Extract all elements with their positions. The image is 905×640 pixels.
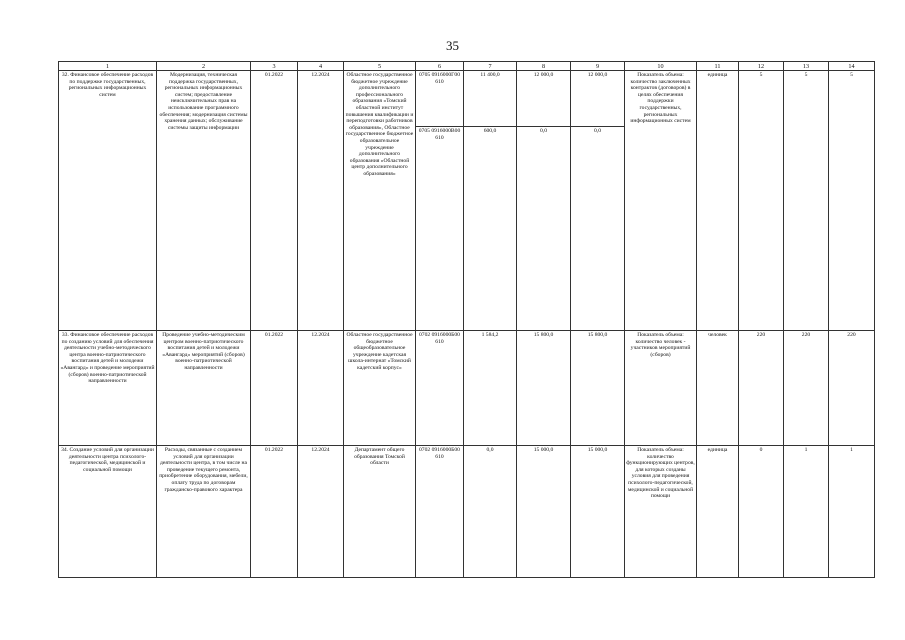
header-cell: 2	[157, 62, 251, 71]
header-cell: 3	[251, 62, 298, 71]
measure-content: Модернизация, техническая поддержка государственных, региональных информационных систем; предоставление неисключительных прав на использование программного обеспечения; модернизация системы хранения данных; обслуживание системы защиты информации	[157, 71, 251, 331]
indicator: Показатель объема: количество заключенных контрактов (договоров) в целях обеспечения поддержки государственных, региональных информационных систем	[625, 71, 697, 331]
unit: единица	[697, 71, 739, 331]
amount-2023: 15 000,0	[517, 446, 571, 578]
amount-2022: 0,0	[464, 446, 517, 578]
budget-code: 0702 0916000Б00 610	[416, 331, 464, 446]
start-date: 01.2022	[251, 71, 298, 331]
end-date: 12.2024	[298, 446, 344, 578]
value-2024: 220	[829, 331, 875, 446]
amount-2024: 15 800,0	[571, 331, 625, 446]
header-cell: 6	[416, 62, 464, 71]
amount-2023: 15 800,0	[517, 331, 571, 446]
header-cell: 4	[298, 62, 344, 71]
table-row	[59, 446, 875, 578]
amount-2022: 600,0	[483, 128, 497, 134]
value-2022: 0	[739, 446, 784, 578]
header-row	[59, 62, 875, 71]
budget-code: 0705 0916000В00 610	[418, 128, 461, 141]
start-date: 01.2022	[251, 331, 298, 446]
value-2022: 220	[739, 331, 784, 446]
end-date: 12.2024	[298, 331, 344, 446]
budget-code-cell	[416, 71, 464, 331]
unit: человек	[697, 331, 739, 446]
amount-2022: 1 584,2	[464, 331, 517, 446]
header-cell: 5	[344, 62, 416, 71]
executor: Департамент общего образования Томской области	[344, 446, 416, 578]
amount-2023: 12 000,0	[517, 71, 570, 127]
header-cell: 14	[829, 62, 875, 71]
program-table	[58, 61, 875, 578]
measure-name: 34. Создание условий для организации деятельности центра психолого-педагогической, медицинской и социальной помощи	[59, 446, 157, 578]
amount-2022: 11 400,0	[464, 71, 516, 127]
measure-content: Расходы, связанные с созданием условий для организации деятельности центра, в том числе на проведение текущего ремонта, приобретение оборудования, мебели, оплату труда по договорам гражданско-правового характера	[157, 446, 251, 578]
amount-2024-cell	[571, 71, 625, 331]
amount-2024: 0,0	[594, 128, 601, 134]
header-cell: 10	[625, 62, 697, 71]
amount-2022-cell	[464, 71, 517, 331]
measure-name: 32. Финансовое обеспечение расходов по поддержке государственных, региональных информационных систем	[59, 71, 157, 331]
value-2022: 5	[739, 71, 784, 331]
header-cell: 9	[571, 62, 625, 71]
amount-2023-cell	[517, 71, 571, 331]
value-2023: 220	[784, 331, 829, 446]
header-cell: 7	[464, 62, 517, 71]
measure-name: 33. Финансовое обеспечение расходов по созданию условий для обеспечения деятельности учебно-методического центра военно-патриотического воспитания детей и молодежи «Авангард» и проведение мероприятий (сборов) военно-патриотической направленности	[59, 331, 157, 446]
indicator: Показатель объема: количество функционирующих центров, для которых созданы условия для проведения психолого-педагогической, медицинской и социальной помощи	[625, 446, 697, 578]
executor: Областное государственное бюджетное общеобразовательное учреждение кадетская школа-интернат «Томский кадетский корпус»	[344, 331, 416, 446]
header-cell: 8	[517, 62, 571, 71]
table-row	[59, 331, 875, 446]
header-cell: 12	[739, 62, 784, 71]
header-cell: 13	[784, 62, 829, 71]
unit: единица	[697, 446, 739, 578]
amount-2024: 12 000,0	[571, 71, 624, 127]
amount-2024: 15 000,0	[571, 446, 625, 578]
budget-code: 0705 0916000Г00 610	[416, 71, 463, 127]
value-2023: 5	[784, 71, 829, 331]
page-number: 35	[446, 38, 459, 53]
amount-2023: 0,0	[540, 128, 547, 134]
table-row	[59, 71, 875, 331]
value-2024: 5	[829, 71, 875, 331]
value-2024: 1	[829, 446, 875, 578]
budget-code: 0702 0916000Б00 610	[416, 446, 464, 578]
end-date: 12.2024	[298, 71, 344, 331]
indicator: Показатель объема: количество человек - участников мероприятий (сборов)	[625, 331, 697, 446]
header-cell: 1	[59, 62, 157, 71]
header-cell: 11	[697, 62, 739, 71]
value-2023: 1	[784, 446, 829, 578]
start-date: 01.2022	[251, 446, 298, 578]
measure-content: Проведение учебно-методическим центром военно-патриотического воспитания детей и молодежи «Авангард» мероприятий (сборов) военно-патриотической направленности	[157, 331, 251, 446]
executor: Областное государственное бюджетное учреждение дополнительного профессионального образования «Томский областной институт повышения квалификации и переподготовки работников образования», Областное государственное бюджетное образовательное учреждение дополнительного образования «Областной центр дополнительного образования»	[344, 71, 416, 331]
